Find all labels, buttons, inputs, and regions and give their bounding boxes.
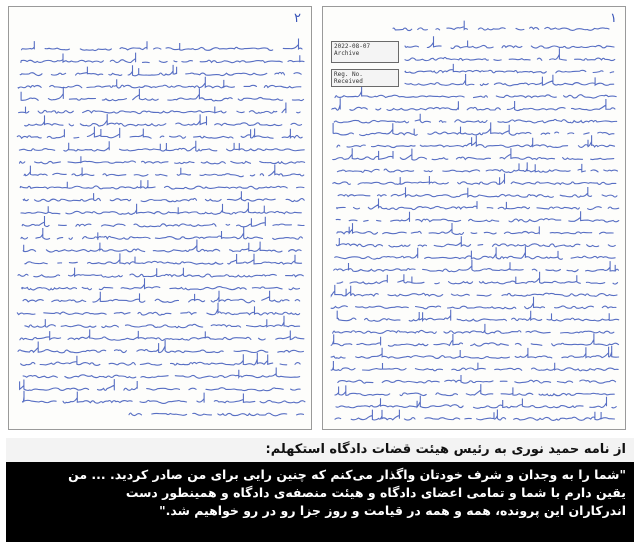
handwriting-line: [23, 240, 301, 253]
handwriting-line: [21, 88, 303, 101]
handwriting-line: [19, 103, 301, 114]
handwriting-line: [23, 391, 305, 404]
handwriting-line: [393, 21, 609, 31]
handwriting-line: [334, 114, 617, 123]
handwriting-line: [338, 187, 617, 197]
handwriting-line: [331, 285, 617, 296]
handwriting-line: [20, 156, 305, 164]
quote-line-1: "شما را به وجدان و شرف خودتان واگذار می‌کنم که چنین رایی برای من صادر کردید. ... من: [68, 467, 626, 482]
quote-line-3: اندرکاران این پرونده، همه و همه در قیامت و روز جزا رو در رو خواهیم شد.": [159, 503, 626, 518]
page-number-right: ١: [610, 11, 617, 26]
handwriting-line: [23, 368, 300, 379]
handwriting-line: [331, 346, 619, 359]
quote-box: [6, 462, 634, 542]
handwriting-line: [17, 303, 299, 315]
handwriting-line: [333, 324, 614, 334]
handwriting-line: [338, 375, 616, 383]
handwriting-line: [337, 199, 619, 210]
archive-stamp-bottom: [331, 69, 399, 87]
stamp-line: Reg. No.: [334, 71, 363, 78]
handwriting-line: [20, 65, 301, 76]
handwriting-line: [331, 333, 618, 346]
handwriting-line: [18, 268, 303, 278]
handwriting-line: [334, 260, 619, 272]
handwriting-line: [405, 64, 614, 73]
handwriting-line: [336, 236, 615, 247]
handwriting-lines-left: [9, 7, 312, 430]
handwriting-line: [332, 98, 615, 110]
handwriting-line: [333, 174, 616, 185]
handwriting-line: [337, 310, 618, 322]
handwriting-line: [333, 148, 614, 160]
handwriting-line: [25, 114, 302, 126]
handwriting-line: [20, 379, 301, 391]
handwriting-line: [22, 216, 304, 227]
handwriting-line: [23, 191, 304, 201]
stamp-line: Received: [334, 78, 363, 85]
handwriting-line: [22, 39, 303, 51]
handwriting-line: [337, 162, 617, 172]
handwriting-line: [21, 353, 301, 366]
handwriting-line: [21, 53, 304, 63]
handwriting-line: [405, 74, 614, 86]
handwriting-line: [335, 384, 614, 396]
handwriting-line: [333, 122, 614, 135]
handwriting-line: [337, 135, 615, 147]
handwriting-line: [18, 340, 303, 353]
caption-box: [6, 438, 634, 542]
handwritten-letter-scan: [8, 6, 632, 432]
handwriting-line: [335, 410, 614, 421]
handwriting-line: [23, 291, 300, 303]
handwriting-line: [336, 211, 619, 222]
caption-title: از نامه حمید نوری به رئیس هیئت قضات دادگاه استکهلم:: [265, 442, 626, 457]
handwriting-line: [337, 223, 613, 234]
handwriting-line: [129, 413, 303, 416]
handwriting-line: [336, 396, 616, 409]
letter-page-right: [322, 6, 626, 430]
handwriting-line: [405, 36, 614, 48]
handwriting-line: [19, 141, 304, 151]
handwriting-line: [17, 127, 302, 139]
handwriting-line: [25, 316, 300, 328]
letter-page-left: [8, 6, 312, 430]
handwriting-line: [331, 297, 616, 309]
handwriting-line: [25, 253, 302, 264]
stamp-line: 2022-08-07: [334, 43, 371, 50]
stamp-line: Archive: [334, 50, 360, 57]
page-number-left: ٢: [294, 11, 301, 26]
handwriting-line: [337, 272, 617, 284]
quote-line-2: یقین دارم با شما و تمامی اعضای دادگاه و هیئت منصفه‌ی دادگاه و همینطور دست: [125, 485, 626, 500]
handwriting-line: [21, 227, 302, 239]
handwriting-line: [21, 202, 301, 214]
handwriting-line: [331, 361, 618, 371]
handwriting-line: [20, 180, 304, 189]
handwriting-line: [405, 48, 615, 60]
handwriting-line: [18, 77, 301, 88]
handwriting-line: [22, 278, 300, 290]
archive-stamp-top: [331, 41, 399, 63]
handwriting-line: [335, 85, 616, 98]
handwriting-line: [335, 246, 615, 259]
handwriting-line: [20, 329, 304, 340]
handwriting-line: [24, 165, 304, 177]
